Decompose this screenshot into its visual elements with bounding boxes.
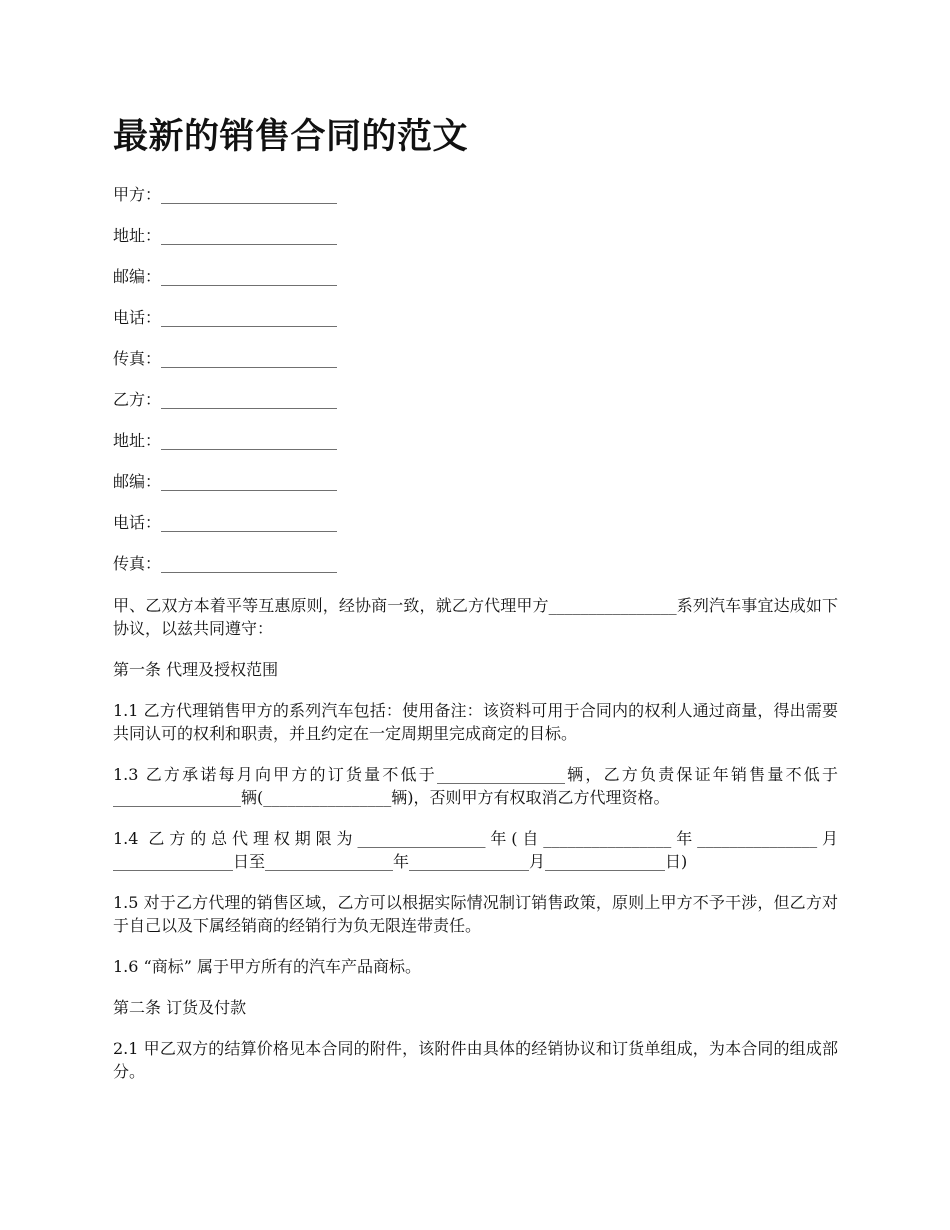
clause-1-4: 1.4 乙方的总代理权期限为________________年(自________________年_______________月_______________日至________________年_______________月_______________日) [113, 829, 838, 871]
party-info-block [113, 184, 838, 594]
preamble-paragraph: 甲、乙双方本着平等互惠原则，经协商一致，就乙方代理甲方________________系列汽车事宜达成如下协议，以兹共同遵守： [113, 596, 838, 638]
party-b-fax-field: 传真：______________________ [113, 554, 338, 573]
party-b-address-field: 地址：______________________ [113, 431, 338, 450]
party-a-name-field: 甲方：______________________ [113, 185, 338, 204]
clause-1-6: 1.6 “商标” 属于甲方所有的汽车产品商标。 [113, 957, 421, 976]
party-b-name-field: 乙方：______________________ [113, 390, 338, 409]
clause-1-3: 1.3 乙方承诺每月向甲方的订货量不低于________________辆，乙方负责保证年销售量不低于________________辆(________________辆)，否则甲方有权取消乙方代理资格。 [113, 765, 838, 807]
document-page [113, 112, 838, 1101]
clause-1-5: 1.5 对于乙方代理的销售区域，乙方可以根据实际情况制订销售政策，原则上甲方不予干涉，但乙方对于自己以及下属经销商的经销行为负无限连带责任。 [113, 893, 838, 935]
party-a-postcode-field: 邮编：______________________ [113, 267, 338, 286]
contract-body [113, 594, 838, 1083]
party-b-postcode-field: 邮编：______________________ [113, 472, 338, 491]
party-b-phone-field: 电话：______________________ [113, 513, 338, 532]
party-a-fax-field: 传真：______________________ [113, 349, 338, 368]
clause-1-1: 1.1 乙方代理销售甲方的系列汽车包括：使用备注：该资料可用于合同内的权利人通过商量，得出需要共同认可的权利和职责，并且约定在一定周期里完成商定的目标。 [113, 701, 838, 743]
article-2-heading: 第二条 订货及付款 [113, 998, 247, 1017]
clause-2-1: 2.1 甲乙双方的结算价格见本合同的附件，该附件由具体的经销协议和订货单组成，为本合同的组成部分。 [113, 1039, 838, 1081]
party-a-address-field: 地址：______________________ [113, 226, 338, 245]
document-title: 最新的销售合同的范文 [113, 116, 469, 157]
article-1-heading: 第一条 代理及授权范围 [113, 660, 279, 679]
party-a-phone-field: 电话：______________________ [113, 308, 338, 327]
